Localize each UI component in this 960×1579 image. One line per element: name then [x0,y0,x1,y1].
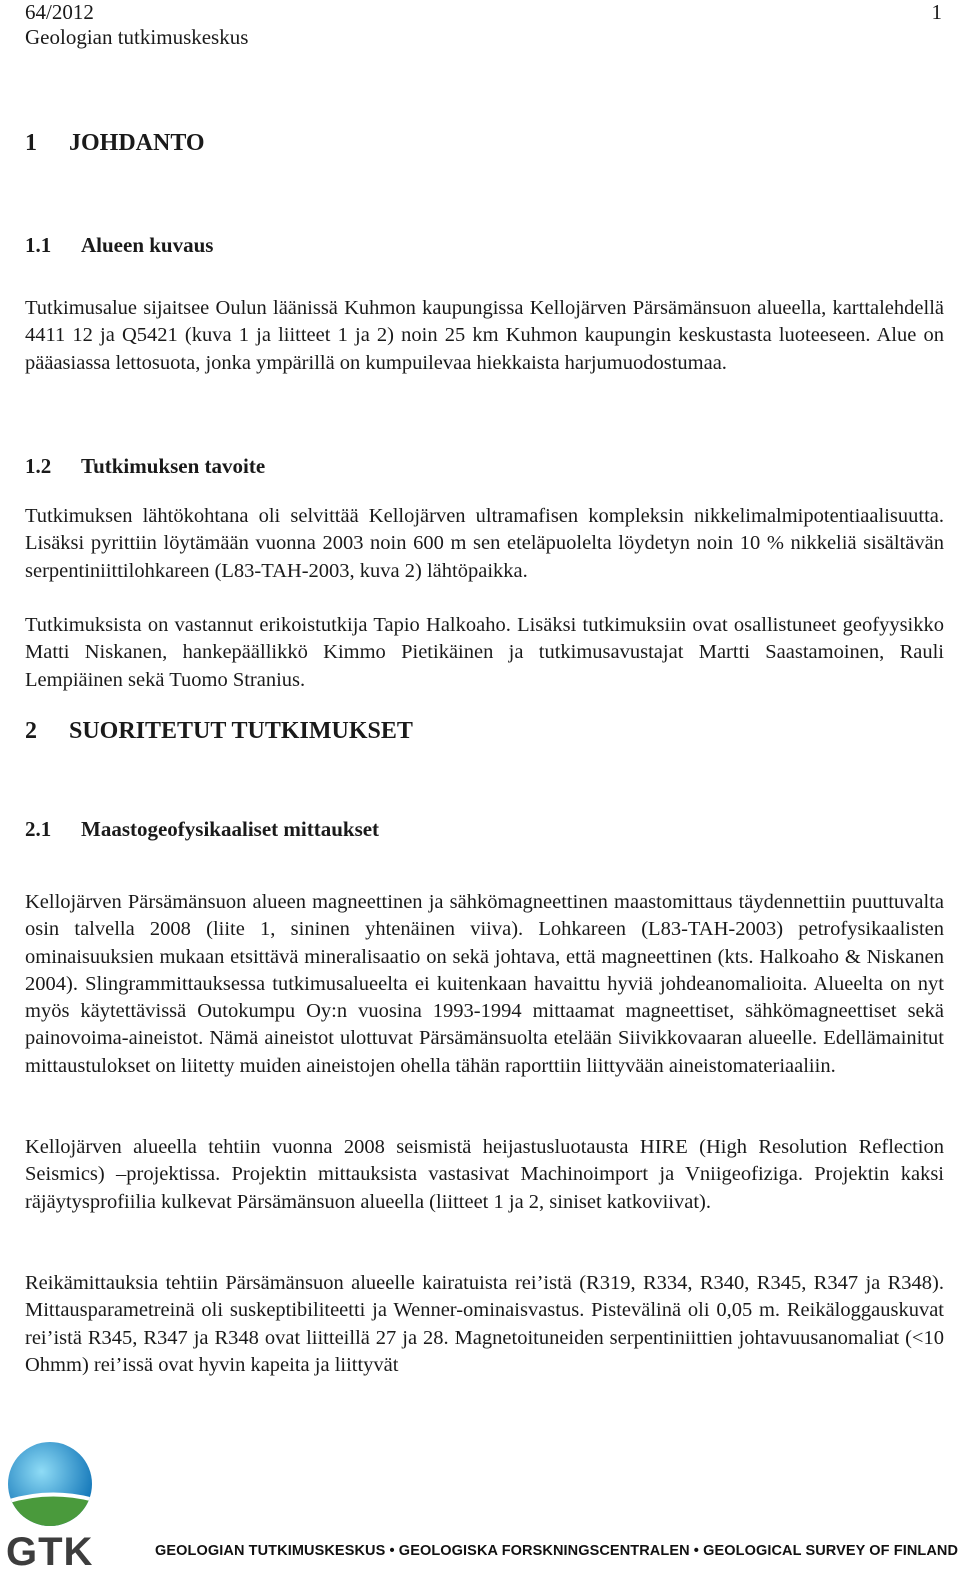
footer-tagline: GEOLOGIAN TUTKIMUSKESKUS • GEOLOGISKA FORSKNINGSCENTRALEN • GEOLOGICAL SURVEY OF FINLAND [155,1543,959,1559]
heading-section-1 [25,130,205,157]
paragraph-research-team: Tutkimuksista on vastannut erikoistutkija Tapio Halkoaho. Lisäksi tutkimuksiin ovat osallistuneet geofyysikko Matti Niskanen, hankepäällikkö Kimmo Pietikäinen ja tutkimusavustajat Martti Saastamoinen, Rauli Lempiäinen sekä Tuomo Stranius. [25,614,944,691]
organization-name: Geologian tutkimuskeskus [25,25,249,49]
page-number: 1 [931,0,942,24]
heading-section-2-1 [25,817,379,842]
heading-title: Maastogeofysikaaliset mittaukset [81,817,380,841]
gtk-logo-text: GTK [6,1530,94,1574]
heading-title: Tutkimuksen tavoite [81,454,266,478]
heading-number: 1 [25,130,37,156]
heading-title: SUORITETUT TUTKIMUKSET [69,718,413,744]
gtk-globe-logo-icon [6,1440,94,1528]
paragraph-seismic-survey: Kellojärven alueella tehtiin vuonna 2008 seismistä heijastusluotausta HIRE (High Resolution Reflection Seismics) –projektissa. Projektin mittauksista vastasivat Machinoimport ja Vniigeofiziga. Projektin kaksi räjäytysprofiilia kulkevat Pärsämänsuon alueella (liitteet 1 ja 2, siniset katkoviivat). [25,1136,944,1213]
heading-section-1-1 [25,233,213,258]
heading-section-2 [25,718,413,745]
heading-section-1-2 [25,454,265,479]
heading-number: 1.1 [25,233,52,257]
paragraph-area-description: Tutkimusalue sijaitsee Oulun läänissä Kuhmon kaupungissa Kellojärven Pärsämänsuon alueella, karttalehdellä 4411 12 ja Q5421 (kuva 1 ja liitteet 1 ja 2) noin 25 km Kuhmon kaupungin keskustasta luoteeseen. Alue on pääasiassa lettosuota, jonka ympärillä on kumpuilevaa hiekkaista harjumuodostumaa. [25,297,944,374]
paragraph-borehole-measurements: Reikämittauksia tehtiin Pärsämänsuon alueelle kairatuista rei’istä (R319, R334, R340, R345, R347 ja R348). Mittausparametreinä oli suskeptibiliteetti ja Wenner-ominaisvastus. Pistevälinä oli 0,05 m. Reikäloggauskuvat rei’istä R345, R347 ja R348 ovat liitteillä 27 ja 28. Magnetoituneiden serpentiniittien johtavuusanomaliat (<10 Ohmm) rei’issä ovat hyvin kapeita ja liittyvät [25,1272,944,1376]
heading-number: 2 [25,718,37,744]
heading-title: JOHDANTO [69,130,205,156]
paragraph-research-goal: Tutkimuksen lähtökohtana oli selvittää Kellojärven ultramafisen kompleksin nikkelimalmipotentiaalisuutta. Lisäksi pyrittiin löytämään vuonna 2003 noin 600 m sen eteläpuolelta löydetyn noin 10 % nikkeliä sisältävän serpentiniittilohkareen (L83-TAH-2003, kuva 2) lähtöpaikka. [25,505,944,582]
report-number: 64/2012 [25,0,94,24]
heading-number: 2.1 [25,817,52,841]
paragraph-field-measurements: Kellojärven Pärsämänsuon alueen magneettinen ja sähkömagneettinen maastomittaus täydennettiin puuttuvalta osin talvella 2008 (liite 1, sininen yhtenäinen viiva). Lohkareen (L83-TAH-2003) petrofysikaalisten ominaisuuksien mukaan etsittävä mineralisaatio on sekä johtava, että magneettinen (kts. Halkoaho & Niskanen 2004). Slingrammittauksessa tutkimusalueelta ei kuitenkaan havaittu hyviä johdeanomalioita. Alueelta on nyt myös käytettävissä Outokumpu Oy:n vuosina 1993-1994 mittaamat magneettiset, sähkömagneettiset sekä painovoima-aineistot. Nämä aineistot ulottuvat Pärsämänsuolta etelään Siivikkovaaran alueelle. Edellämainitut mittaustulokset on liitetty muiden aineistojen ohella tähän raporttiin liittyvään aineistomateriaaliin. [25,891,944,1077]
heading-number: 1.2 [25,454,52,478]
heading-title: Alueen kuvaus [81,233,214,257]
